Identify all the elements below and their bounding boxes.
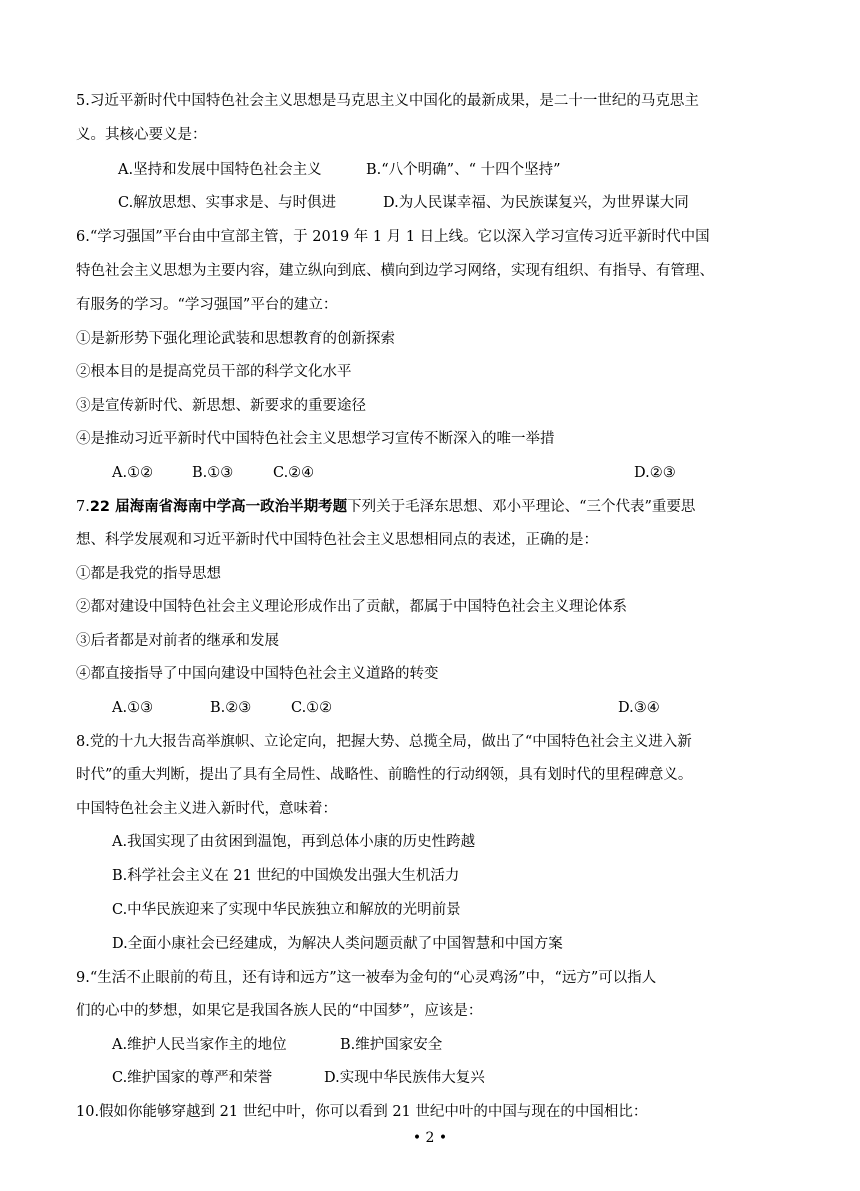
q7-item-1: ①都是我党的指导思想 [76, 566, 221, 582]
q7-stem-line-2: 想、科学发展观和习近平新时代中国特色社会主义思想相同点的表述，正确的是： [76, 532, 598, 548]
q5-stem-line-1: 5.习近平新时代中国特色社会主义思想是马克思主义中国化的最新成果，是二十一世纪的马克思主 [76, 93, 699, 109]
q5-option-a: A.坚持和发展中国特色社会主义 [118, 162, 322, 178]
q8-option-b: B.科学社会主义在 21 世纪的中国焕发出强大生机活力 [112, 868, 460, 884]
q8-option-c: C.中华民族迎来了实现中华民族独立和解放的光明前景 [112, 902, 461, 918]
q7-option-a: A.①③ [112, 700, 154, 716]
q7-stem-line-1 [76, 497, 695, 517]
q6-option-d: D.②③ [634, 465, 676, 481]
q6-item-2: ②根本目的是提高党员干部的科学文化水平 [76, 364, 352, 380]
q5-stem-line-2: 义。其核心要义是： [76, 127, 207, 143]
q9-option-b: B.维护国家安全 [340, 1037, 443, 1053]
q7-item-3: ③后者都是对前者的继承和发展 [76, 633, 279, 649]
q6-stem-line-2: 特色社会主义思想为主要内容，建立纵向到底、横向到边学习网络，实现有组织、有指导、有管理、 [76, 263, 714, 279]
q9-stem-line-2: 们的心中的梦想，如果它是我国各族人民的“中国梦”，应该是： [76, 1003, 483, 1019]
q9-stem-line-1: 9.“生活不止眼前的苟且，还有诗和远方”这一被奉为金句的“心灵鸡汤”中，“远方”可以指人 [76, 970, 657, 986]
q9-option-c: C.维护国家的尊严和荣誉 [112, 1070, 273, 1086]
q7-number: 7. [76, 499, 90, 515]
q6-item-1: ①是新形势下强化理论武装和思想教育的创新探索 [76, 331, 395, 347]
q6-stem-line-3: 有服务的学习。“学习强国”平台的建立： [76, 297, 338, 313]
q6-item-3: ③是宣传新时代、新思想、新要求的重要途径 [76, 398, 366, 414]
q5-option-b: B.“八个明确”、“ 十四个坚持” [366, 162, 561, 178]
q7-option-b: B.②③ [210, 700, 252, 716]
q8-option-d: D.全面小康社会已经建成，为解决人类问题贡献了中国智慧和中国方案 [112, 936, 563, 952]
page-number: • 2 • [412, 1130, 448, 1146]
q10-stem-line-1: 10.假如你能够穿越到 21 世纪中叶，你可以看到 21 世纪中叶的中国与现在的中国相比： [76, 1104, 648, 1120]
q7-option-d: D.③④ [618, 700, 660, 716]
q6-option-a: A.①② [112, 465, 154, 481]
q7-stem-text: 下列关于毛泽东思想、邓小平理论、“三个代表”重要思 [347, 499, 696, 515]
q8-option-a: A.我国实现了由贫困到温饱，再到总体小康的历史性跨越 [112, 834, 476, 850]
q5-option-d: D.为人民谋幸福、为民族谋复兴，为世界谋大同 [383, 195, 689, 211]
q8-stem-line-3: 中国特色社会主义进入新时代，意味着： [76, 801, 337, 817]
q7-source: 22 届海南省海南中学高一政治半期考题 [89, 499, 348, 515]
q7-option-c: C.①② [291, 700, 333, 716]
q8-stem-line-1: 8.党的十九大报告高举旗帜、立论定向，把握大势、总揽全局，做出了“中国特色社会主义进入新 [76, 734, 692, 750]
q5-option-c: C.解放思想、实事求是、与时俱进 [118, 195, 337, 211]
q6-option-b: B.①③ [192, 465, 234, 481]
q8-stem-line-2: 时代”的重大判断，提出了具有全局性、战略性、前瞻性的行动纲领，具有划时代的里程碑意义。 [76, 767, 693, 783]
q6-stem-line-1: 6.“学习强国”平台由中宣部主管，于 2019 年 1 月 1 日上线。它以深入学习宣传习近平新时代中国 [76, 229, 710, 245]
q6-option-c: C.②④ [273, 465, 315, 481]
q6-item-4: ④是推动习近平新时代中国特色社会主义思想学习宣传不断深入的唯一举措 [76, 431, 555, 447]
q9-option-a: A.维护人民当家作主的地位 [112, 1037, 287, 1053]
q9-option-d: D.实现中华民族伟大复兴 [324, 1070, 485, 1086]
q7-item-4: ④都直接指导了中国向建设中国特色社会主义道路的转变 [76, 666, 439, 682]
q7-item-2: ②都对建设中国特色社会主义理论形成作出了贡献，都属于中国特色社会主义理论体系 [76, 599, 627, 615]
